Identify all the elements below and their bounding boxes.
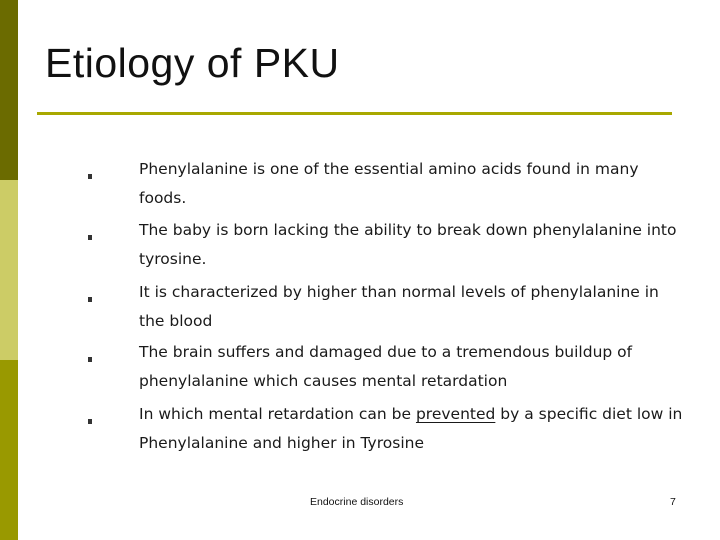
bullet-marker [88, 174, 92, 179]
bullet-text: Phenylalanine is one of the essential amino acids found in many foods. [139, 160, 639, 207]
bullet-text: The brain suffers and damaged due to a tremendous buildup of phenylalanine which causes mental retardation [139, 343, 633, 390]
bullet-marker [88, 297, 92, 302]
sidebar-band-middle [0, 180, 18, 360]
bullet-text-pre: In which mental retardation can be [139, 405, 416, 423]
bullet-marker [88, 419, 92, 424]
bullet-text: The baby is born lacking the ability to break down phenylalanine into tyrosine. [139, 221, 677, 268]
page-number: 7 [670, 496, 676, 508]
emphasized-word: prevented [415, 405, 496, 423]
bullet-text: It is characterized by higher than normal levels of phenylalanine in the blood [139, 283, 659, 330]
bullet-marker [88, 235, 92, 240]
title-underline-rule [37, 112, 672, 115]
footer-label: Endocrine disorders [310, 496, 404, 508]
sidebar-band-bottom [0, 360, 18, 540]
sidebar-decoration [0, 0, 18, 540]
sidebar-band-top [0, 0, 18, 180]
bullet-marker [88, 357, 92, 362]
bullet-text-post: by a specific diet low in Phenylalanine and higher in Tyrosine [139, 405, 683, 452]
slide-title: Etiology of PKU [45, 40, 340, 86]
bullet-text [139, 400, 684, 458]
